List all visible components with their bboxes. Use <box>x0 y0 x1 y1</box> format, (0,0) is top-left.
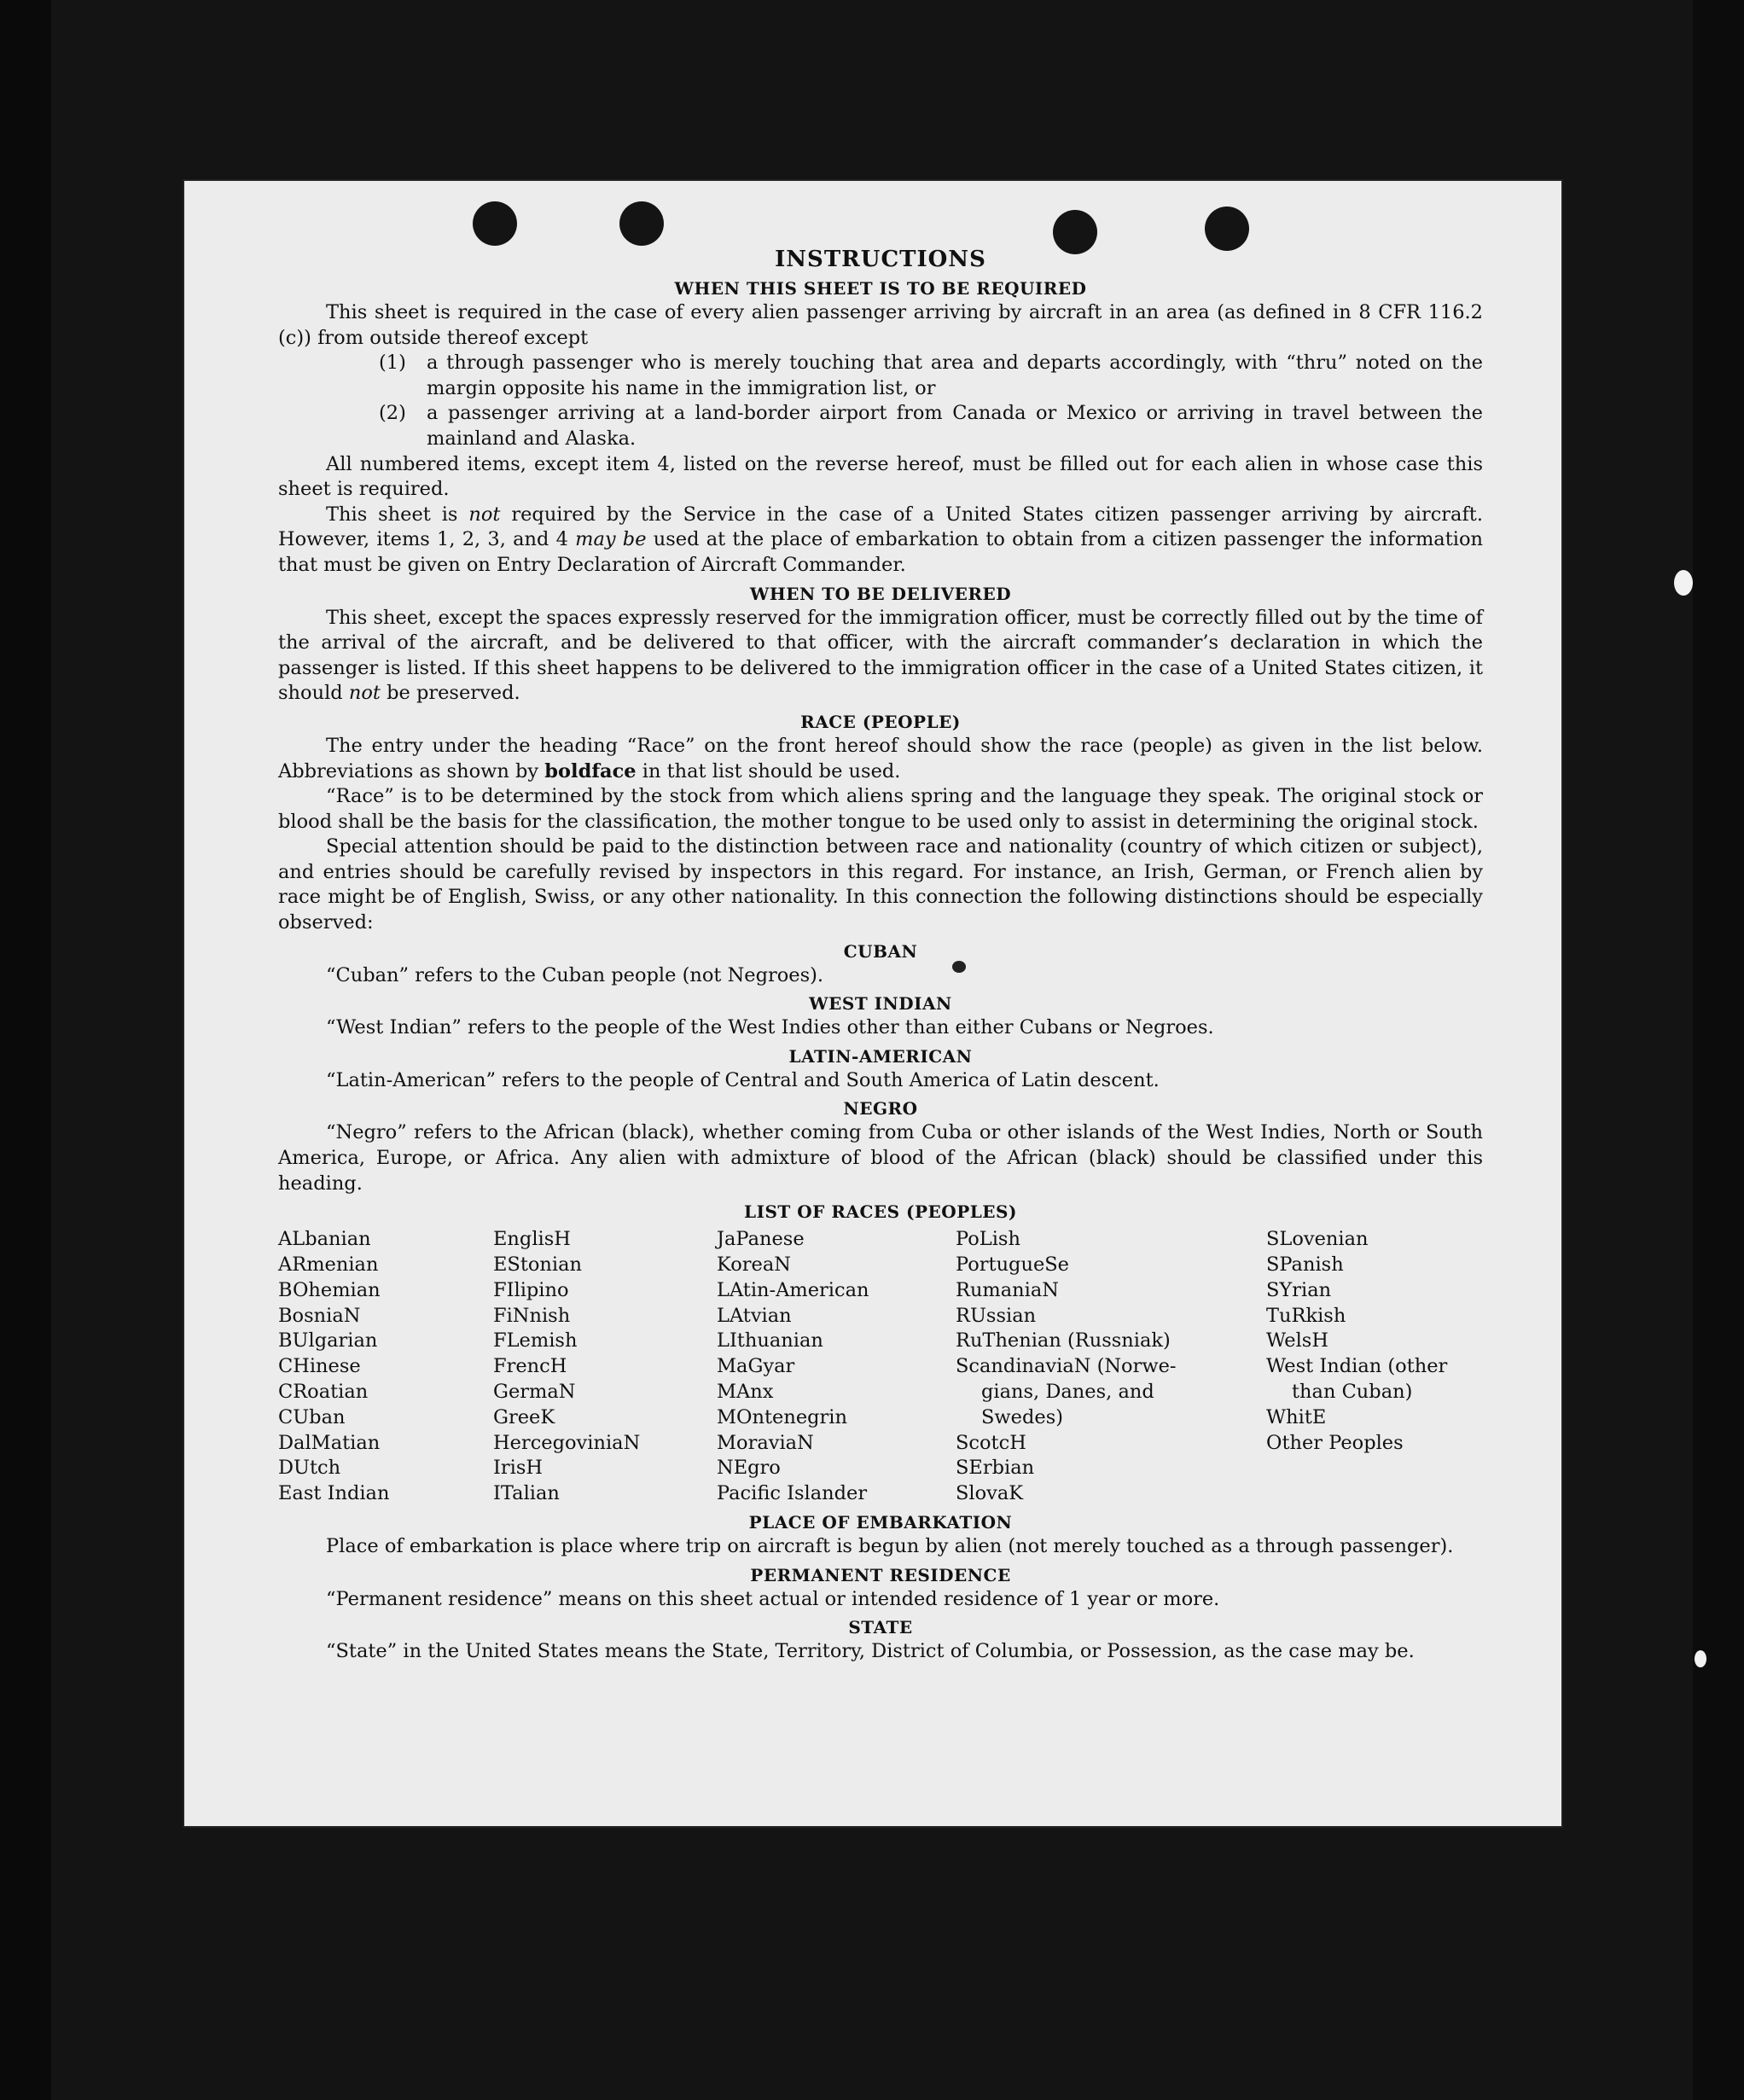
paragraph: This sheet is required in the case of every alien passenger arriving by aircraft in an area (as defined in 8 CFR 116.2 (c)) from outside thereof except <box>278 301 1483 349</box>
page-title: INSTRUCTIONS <box>775 247 986 272</box>
race-entry: East Indian <box>278 1482 390 1505</box>
list-item <box>379 401 1483 451</box>
race-entry: SYrian <box>1266 1278 1332 1301</box>
paragraph: “State” in the United States means the State, Territory, District of Columbia, or Possession, as the case may be. <box>326 1640 1415 1663</box>
race-entry: IrisH <box>493 1457 544 1480</box>
races-column <box>717 1227 956 1507</box>
text-run: used at the place of embarkation to obtain from a citizen passenger the information that must be given on Entry Declaration of Aircraft Commander. <box>278 528 1483 576</box>
film-edge-left <box>0 0 51 2100</box>
list-text: a through passenger who is merely touching that area and departs accordingly, with “thru” noted on the margin opposite his name in the immigration list, or <box>427 352 1483 399</box>
race-entry: CUban <box>278 1405 346 1428</box>
race-entry: KoreaN <box>717 1254 791 1277</box>
race-entry: ITalian <box>493 1482 560 1505</box>
race-entry: SErbian <box>956 1457 1035 1480</box>
race-entry: WhitE <box>1266 1405 1327 1428</box>
race-entry: LIthuanian <box>717 1329 823 1352</box>
paragraph: “Race” is to be determined by the stock from which aliens spring and the language they speak. The original stock or blood shall be the basis for the classification, the mother tongue to be used only to assist in determining the original stock. <box>278 785 1483 833</box>
race-entry: ARmenian <box>278 1254 379 1277</box>
race-entry: DalMatian <box>278 1431 381 1454</box>
race-entry: West Indian (other <box>1266 1355 1448 1378</box>
race-entry: RUssian <box>956 1304 1037 1327</box>
race-entry: CHinese <box>278 1355 361 1378</box>
list-number: (1) <box>379 352 406 375</box>
race-entry: Pacific Islander <box>717 1482 868 1505</box>
punch-hole <box>473 201 517 246</box>
paragraph <box>278 606 1483 707</box>
section-heading: PLACE OF EMBARKATION <box>748 1511 1013 1533</box>
punch-hole <box>1205 207 1249 251</box>
list-text: a passenger arriving at a land-border airport from Canada or Mexico or arriving in travel between the mainland and Alaska. <box>427 402 1483 450</box>
text-run: be preserved. <box>380 682 520 705</box>
paragraph: Special attention should be paid to the distinction between race and nationality (country of which citizen or subject), and entries should be carefully revised by inspectors in this regard. For instance, an Irish, German, or French alien by race might be of English, Swiss, or any other nationality. In this connection the following distinctions should be especially observed: <box>278 835 1483 934</box>
emphasis: not <box>468 503 501 526</box>
race-entry: RumaniaN <box>956 1278 1059 1301</box>
race-entry: JaPanese <box>717 1228 805 1251</box>
race-entry: CRoatian <box>278 1381 369 1403</box>
race-entry: PortugueSe <box>956 1254 1070 1277</box>
race-entry: gians, Danes, and <box>981 1381 1154 1403</box>
bold-text: boldface <box>544 759 637 782</box>
paragraph: “West Indian” refers to the people of the West Indies other than either Cubans or Negroes. <box>326 1016 1214 1039</box>
section-heading: LIST OF RACES (PEOPLES) <box>744 1201 1017 1223</box>
paragraph <box>278 503 1483 579</box>
race-entry: GreeK <box>493 1405 555 1428</box>
section-heading: WEST INDIAN <box>809 993 952 1015</box>
section-heading: LATIN-AMERICAN <box>788 1045 973 1067</box>
section-heading: RACE (PEOPLE) <box>800 711 961 732</box>
paragraph: All numbered items, except item 4, listed on the reverse hereof, must be filled out for each alien in whose case this sheet is required. <box>278 452 1483 501</box>
race-entry: ScandinaviaN (Norwe- <box>956 1355 1177 1378</box>
race-entry: MaGyar <box>717 1355 795 1378</box>
race-entry: BosniaN <box>278 1304 361 1327</box>
race-entry: NEgro <box>717 1457 781 1480</box>
race-entry: TuRkish <box>1266 1304 1346 1327</box>
section-heading: WHEN TO BE DELIVERED <box>749 583 1012 604</box>
list-number: (2) <box>379 402 406 425</box>
paragraph: “Cuban” refers to the Cuban people (not Negroes). <box>326 963 824 986</box>
race-entry: EStonian <box>493 1254 583 1277</box>
race-entry: DUtch <box>278 1457 341 1480</box>
edge-mark <box>1674 570 1693 596</box>
text-run: The entry under the heading “Race” on the front hereof should show the race (people) as given in the list below. Abbreviations as shown by <box>278 734 1483 782</box>
race-entry: FLemish <box>493 1329 578 1352</box>
race-entry: PoLish <box>956 1228 1020 1251</box>
paragraph: “Latin-American” refers to the people of Central and South America of Latin descent. <box>326 1068 1160 1091</box>
race-entry: MoraviaN <box>717 1431 814 1454</box>
race-entry: FrencH <box>493 1355 567 1378</box>
race-entry: SLovenian <box>1266 1228 1369 1251</box>
section-heading: NEGRO <box>843 1098 918 1120</box>
text-run: in that list should be used. <box>636 759 901 782</box>
race-entry: BOhemian <box>278 1278 381 1301</box>
paragraph: “Negro” refers to the African (black), whether coming from Cuba or other islands of the West Indies, North or South America, Europe, or Africa. Any alien with admixture of blood of the African (black) should be classified under this heading. <box>278 1121 1483 1195</box>
race-entry: EnglisH <box>493 1228 571 1251</box>
race-entry: FIlipino <box>493 1278 569 1301</box>
section-heading: STATE <box>848 1617 913 1638</box>
races-list <box>278 1227 1483 1507</box>
text-run: required by the Service in the case of a United States citizen passenger arriving by aircraft. However, items 1, 2, 3, and 4 <box>278 503 1483 551</box>
emphasis: may be <box>575 528 647 551</box>
instructions-body <box>278 246 1483 1665</box>
paragraph <box>278 734 1483 784</box>
race-entry: ScotcH <box>956 1431 1026 1454</box>
list-item <box>379 351 1483 401</box>
race-entry: HercegoviniaN <box>493 1431 641 1454</box>
races-column <box>1266 1227 1483 1507</box>
race-entry: Other Peoples <box>1266 1431 1404 1454</box>
race-entry: LAtvian <box>717 1304 792 1327</box>
race-entry: MOntenegrin <box>717 1405 847 1428</box>
punch-hole <box>619 201 664 246</box>
races-column <box>278 1227 493 1507</box>
document-sheet <box>184 181 1561 1826</box>
race-entry: SPanish <box>1266 1254 1344 1277</box>
race-entry: WelsH <box>1266 1329 1328 1352</box>
section-heading: PERMANENT RESIDENCE <box>750 1564 1011 1585</box>
section-heading: WHEN THIS SHEET IS TO BE REQUIRED <box>674 278 1087 299</box>
race-entry: GermaN <box>493 1381 576 1403</box>
race-entry: FiNnish <box>493 1304 571 1327</box>
race-entry: SlovaK <box>956 1482 1024 1505</box>
race-entry: BUlgarian <box>278 1329 378 1352</box>
race-entry: ALbanian <box>278 1228 371 1251</box>
emphasis: not <box>348 682 381 705</box>
film-edge-right <box>1693 0 1744 2100</box>
races-column <box>493 1227 717 1507</box>
race-entry: RuThenian (Russniak) <box>956 1329 1171 1352</box>
race-entry: LAtin-American <box>717 1278 869 1301</box>
section-heading: CUBAN <box>843 940 918 962</box>
text-run: This sheet is <box>326 503 469 526</box>
race-entry: than Cuban) <box>1292 1381 1413 1403</box>
paragraph: Place of embarkation is place where trip on aircraft is begun by alien (not merely touched as a through passenger). <box>326 1534 1454 1557</box>
paragraph: “Permanent residence” means on this sheet actual or intended residence of 1 year or more. <box>326 1587 1220 1610</box>
race-entry: MAnx <box>717 1381 774 1403</box>
text-run: This sheet, except the spaces expressly reserved for the immigration officer, must be correctly filled out by the time of the arrival of the aircraft, and be delivered to that officer, with the aircraft commander’s declaration in which the passenger is listed. If this sheet happens to be delivered to the immigration officer in the case of a United States citizen, it should <box>278 606 1483 705</box>
edge-mark <box>1695 1650 1706 1667</box>
races-column <box>956 1227 1266 1507</box>
race-entry: Swedes) <box>981 1405 1064 1428</box>
